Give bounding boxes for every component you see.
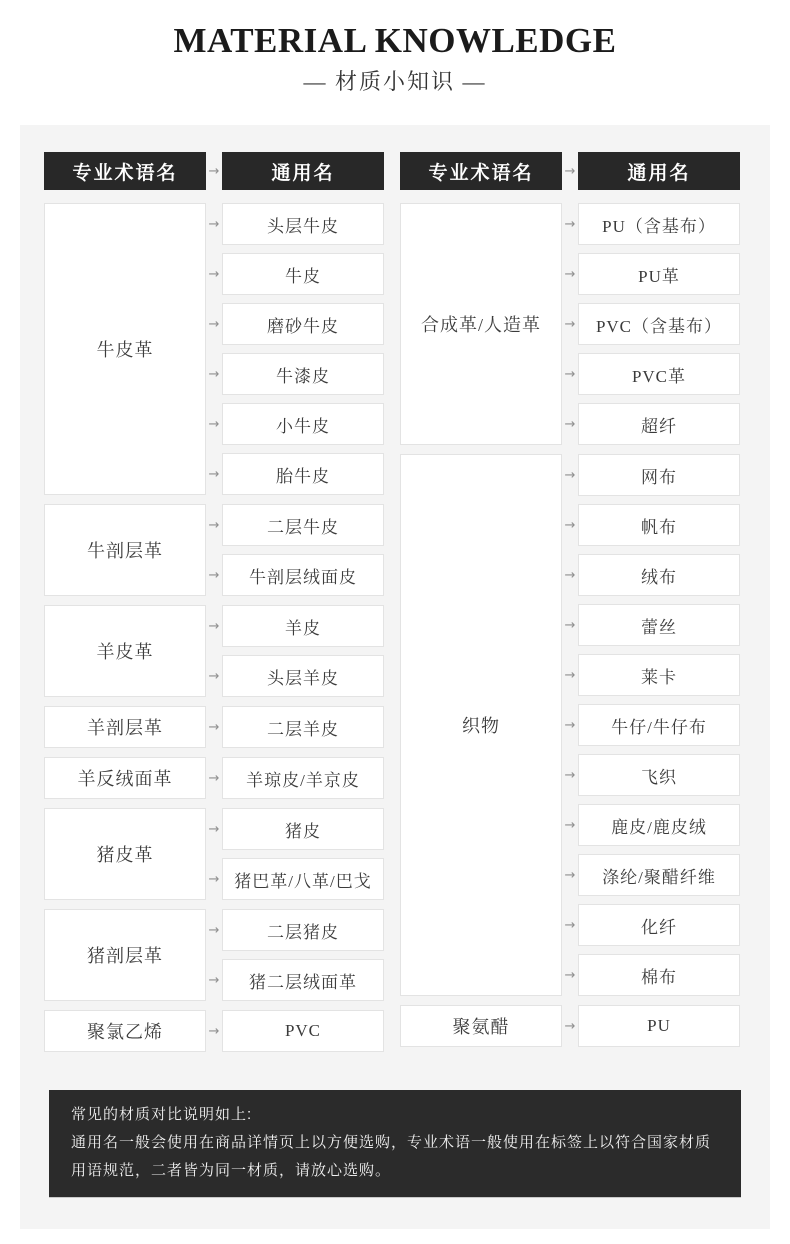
common-name-row — [206, 909, 384, 951]
common-name-row — [562, 203, 740, 245]
common-name-cell: PU革 — [578, 253, 740, 295]
common-name-row — [206, 757, 384, 799]
common-name-cell: 网布 — [578, 454, 740, 496]
common-name-row — [562, 454, 740, 496]
common-name-cell: 小牛皮 — [222, 403, 384, 445]
arrow-right-icon: → — [564, 617, 576, 633]
title-block — [0, 0, 790, 125]
common-name-row — [562, 253, 740, 295]
arrow-right-icon: → — [208, 416, 220, 432]
common-name-row — [206, 253, 384, 295]
arrow-right-icon: → — [208, 668, 220, 684]
common-name-cell: PVC（含基布） — [578, 303, 740, 345]
common-name-row — [206, 808, 384, 850]
common-name-row — [206, 858, 384, 900]
arrow-right-icon: → — [208, 316, 220, 332]
common-name-cell: 牛漆皮 — [222, 353, 384, 395]
term-column-header: 专业术语名 — [44, 152, 206, 190]
arrow-right-icon: → — [564, 216, 576, 232]
arrow-right-icon: → — [564, 266, 576, 282]
term-cell: 猪皮革 — [44, 808, 206, 900]
common-name-row — [562, 854, 740, 896]
common-name-row — [206, 203, 384, 245]
footer-note-line2: 通用名一般会使用在商品详情页上以方便选购，专业术语一般使用在标签上以符合国家材质用语规范，二者皆为同一材质，请放心选购。 — [71, 1134, 712, 1179]
arrow-right-icon: → — [564, 767, 576, 783]
arrow-right-icon: → — [564, 967, 576, 983]
arrow-right-icon: → — [564, 163, 576, 179]
arrow-right-icon: → — [564, 1018, 576, 1034]
term-cell: 牛皮革 — [44, 203, 206, 495]
common-name-cell: 二层猪皮 — [222, 909, 384, 951]
term-group — [44, 808, 384, 900]
common-name-cell: 蕾丝 — [578, 604, 740, 646]
common-name-cell: 头层羊皮 — [222, 655, 384, 697]
common-name-cell: 棉布 — [578, 954, 740, 996]
common-name-cell: 莱卡 — [578, 654, 740, 696]
common-name-row — [206, 353, 384, 395]
common-name-cell: 猪二层绒面革 — [222, 959, 384, 1001]
common-name-row — [206, 605, 384, 647]
arrow-right-icon: → — [564, 467, 576, 483]
term-group — [400, 1005, 740, 1047]
arrow-right-icon: → — [208, 517, 220, 533]
common-name-cell: 二层牛皮 — [222, 504, 384, 546]
common-name-row — [206, 706, 384, 748]
common-column-header: 通用名 — [578, 152, 740, 190]
common-name-row — [562, 403, 740, 445]
common-name-row — [206, 303, 384, 345]
common-name-cell: 猪巴革/八革/巴戈 — [222, 858, 384, 900]
term-group — [44, 1010, 384, 1052]
term-group — [44, 706, 384, 748]
arrow-right-icon: → — [208, 466, 220, 482]
common-name-row — [206, 959, 384, 1001]
common-name-list — [206, 706, 384, 748]
common-name-row — [562, 504, 740, 546]
arrow-right-icon: → — [208, 972, 220, 988]
arrow-right-icon: → — [564, 366, 576, 382]
arrow-right-icon: → — [564, 517, 576, 533]
term-group — [44, 203, 384, 495]
term-group — [400, 454, 740, 996]
common-name-row — [562, 804, 740, 846]
common-name-row — [206, 453, 384, 495]
table-header-row — [400, 152, 740, 190]
footer-note — [49, 1090, 741, 1197]
common-name-list — [206, 203, 384, 495]
mapping-table — [44, 152, 384, 1052]
term-cell: 羊剖层革 — [44, 706, 206, 748]
term-group — [44, 909, 384, 1001]
common-name-cell: PU（含基布） — [578, 203, 740, 245]
common-name-cell: PVC — [222, 1010, 384, 1052]
common-name-row — [206, 403, 384, 445]
arrow-right-icon: → — [208, 719, 220, 735]
common-name-cell: 磨砂牛皮 — [222, 303, 384, 345]
arrow-right-icon: → — [564, 667, 576, 683]
page-title: MATERIAL KNOWLEDGE — [173, 21, 617, 60]
footer-note-line1: 常见的材质对比说明如上: — [71, 1106, 253, 1123]
common-name-row — [562, 353, 740, 395]
common-name-row — [206, 504, 384, 546]
arrow-right-icon: → — [208, 871, 220, 887]
term-cell: 合成革/人造革 — [400, 203, 562, 445]
arrow-right-icon: → — [564, 817, 576, 833]
arrow-right-icon: → — [564, 567, 576, 583]
common-name-list — [206, 909, 384, 1001]
arrow-right-icon: → — [208, 216, 220, 232]
common-name-list — [562, 1005, 740, 1047]
term-cell: 聚氨醋 — [400, 1005, 562, 1047]
common-name-cell: PVC革 — [578, 353, 740, 395]
common-name-row — [206, 554, 384, 596]
term-group — [44, 504, 384, 596]
arrow-right-icon: → — [208, 618, 220, 634]
common-name-row — [206, 655, 384, 697]
common-name-cell: 牛剖层绒面皮 — [222, 554, 384, 596]
common-name-list — [562, 203, 740, 445]
common-name-cell: 鹿皮/鹿皮绒 — [578, 804, 740, 846]
arrow-right-icon: → — [208, 770, 220, 786]
arrow-right-icon: → — [208, 567, 220, 583]
common-name-list — [206, 1010, 384, 1052]
arrow-right-icon: → — [208, 922, 220, 938]
common-name-row — [562, 554, 740, 596]
term-cell: 牛剖层革 — [44, 504, 206, 596]
arrow-right-icon: → — [564, 917, 576, 933]
common-name-row — [562, 604, 740, 646]
common-name-row — [562, 754, 740, 796]
common-name-cell: 飞织 — [578, 754, 740, 796]
arrow-right-icon: → — [564, 867, 576, 883]
common-name-row — [562, 704, 740, 746]
page-subtitle: — 材质小知识 — — [303, 69, 487, 94]
common-name-row — [562, 904, 740, 946]
common-name-row — [562, 303, 740, 345]
common-name-cell: 涤纶/聚醋纤维 — [578, 854, 740, 896]
term-cell: 聚氯乙烯 — [44, 1010, 206, 1052]
common-name-row — [562, 954, 740, 996]
common-name-row — [562, 654, 740, 696]
mapping-tables — [20, 125, 770, 1052]
common-name-cell: 羊皮 — [222, 605, 384, 647]
arrow-right-icon: → — [564, 416, 576, 432]
arrow-right-icon: → — [208, 366, 220, 382]
common-name-cell: 帆布 — [578, 504, 740, 546]
term-group — [44, 605, 384, 697]
common-name-cell: 头层牛皮 — [222, 203, 384, 245]
term-cell: 织物 — [400, 454, 562, 996]
arrow-right-icon: → — [208, 266, 220, 282]
term-column-header: 专业术语名 — [400, 152, 562, 190]
common-name-list — [206, 808, 384, 900]
term-cell: 羊皮革 — [44, 605, 206, 697]
common-column-header: 通用名 — [222, 152, 384, 190]
common-name-cell: PU — [578, 1005, 740, 1047]
term-group — [400, 203, 740, 445]
arrow-right-icon: → — [208, 1023, 220, 1039]
common-name-row — [562, 1005, 740, 1047]
common-name-cell: 牛皮 — [222, 253, 384, 295]
arrow-right-icon: → — [208, 163, 220, 179]
arrow-right-icon: → — [564, 316, 576, 332]
common-name-cell: 绒布 — [578, 554, 740, 596]
common-name-cell: 羊琼皮/羊京皮 — [222, 757, 384, 799]
common-name-cell: 超纤 — [578, 403, 740, 445]
common-name-cell: 牛仔/牛仔布 — [578, 704, 740, 746]
common-name-list — [206, 605, 384, 697]
common-name-cell: 胎牛皮 — [222, 453, 384, 495]
material-panel — [20, 125, 770, 1229]
arrow-right-icon: → — [208, 821, 220, 837]
common-name-row — [206, 1010, 384, 1052]
mapping-table — [400, 152, 740, 1052]
table-header-row — [44, 152, 384, 190]
term-group — [44, 757, 384, 799]
common-name-cell: 二层羊皮 — [222, 706, 384, 748]
common-name-list — [206, 504, 384, 596]
common-name-cell: 化纤 — [578, 904, 740, 946]
term-cell: 羊反绒面革 — [44, 757, 206, 799]
term-cell: 猪剖层革 — [44, 909, 206, 1001]
arrow-right-icon: → — [564, 717, 576, 733]
common-name-list — [562, 454, 740, 996]
common-name-cell: 猪皮 — [222, 808, 384, 850]
common-name-list — [206, 757, 384, 799]
